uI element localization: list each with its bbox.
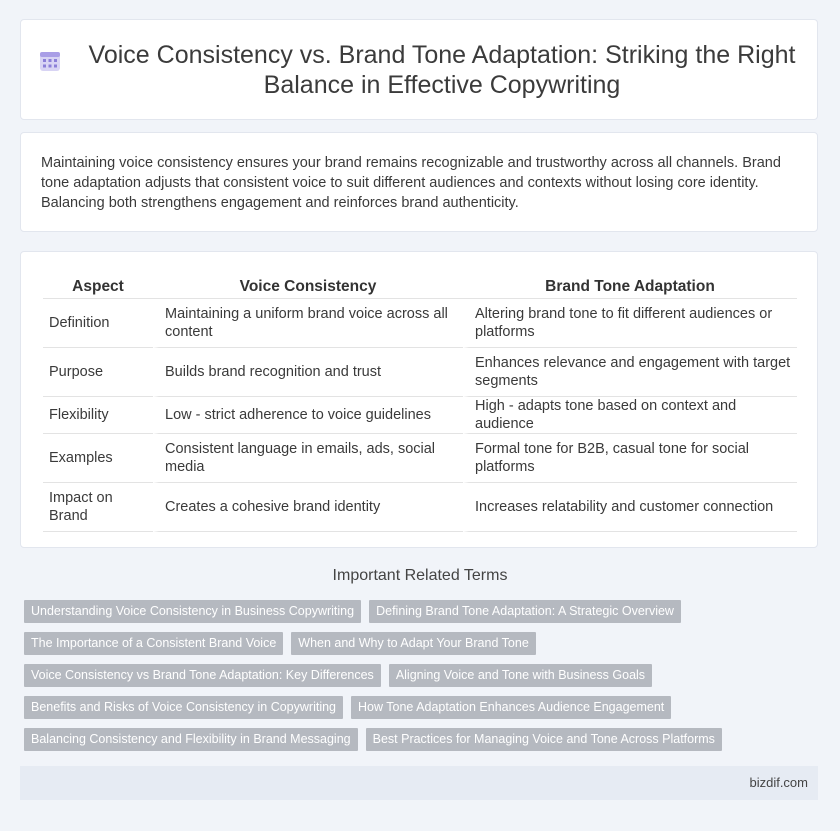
related-term-link[interactable]: Aligning Voice and Tone with Business Goals (389, 664, 652, 687)
calendar-grid-icon (39, 50, 61, 72)
cell-aspect: Examples (43, 434, 153, 483)
table-row (43, 483, 797, 532)
cell-tone: Increases relatability and customer connection (463, 483, 797, 532)
comparison-table-card (20, 251, 818, 548)
intro-card (20, 132, 818, 232)
intro-text: Maintaining voice consistency ensures your brand remains recognizable and trustworthy across all channels. Brand tone adaptation adjusts that consistent voice to suit different audiences and contexts without losing core identity. Balancing both strengthens engagement and reinforces brand authenticity. (41, 155, 781, 211)
header-brand-tone-adaptation: Brand Tone Adaptation (463, 274, 797, 299)
footer-site-link[interactable]: bizdif.com (749, 775, 808, 790)
header-inner (39, 40, 799, 100)
cell-aspect: Flexibility (43, 397, 153, 434)
cell-voice: Maintaining a uniform brand voice across all content (153, 299, 463, 348)
table-row (43, 434, 797, 483)
related-term-link[interactable]: The Importance of a Consistent Brand Voice (24, 632, 283, 655)
related-term-link[interactable]: Understanding Voice Consistency in Business Copywriting (24, 600, 361, 623)
table-row (43, 348, 797, 397)
cell-tone: Enhances relevance and engagement with target segments (463, 348, 797, 397)
cell-tone: Formal tone for B2B, casual tone for social platforms (463, 434, 797, 483)
tag-row (24, 664, 824, 687)
header-voice-consistency: Voice Consistency (153, 274, 463, 299)
table-row (43, 397, 797, 434)
table-row (43, 299, 797, 348)
footer (20, 766, 818, 800)
related-term-link[interactable]: When and Why to Adapt Your Brand Tone (291, 632, 536, 655)
header-card (20, 19, 818, 120)
table-header-row (43, 274, 797, 299)
related-term-link[interactable]: Voice Consistency vs Brand Tone Adaptation: Key Differences (24, 664, 381, 687)
related-terms-title: Important Related Terms (332, 567, 508, 584)
related-terms-list (24, 600, 824, 760)
cell-aspect: Impact on Brand (43, 483, 153, 532)
related-term-link[interactable]: How Tone Adaptation Enhances Audience Engagement (351, 696, 671, 719)
related-term-link[interactable]: Benefits and Risks of Voice Consistency in Copywriting (24, 696, 343, 719)
cell-tone: High - adapts tone based on context and audience (463, 397, 797, 434)
header-aspect: Aspect (43, 274, 153, 299)
cell-voice: Creates a cohesive brand identity (153, 483, 463, 532)
tag-row (24, 600, 824, 623)
related-term-link[interactable]: Defining Brand Tone Adaptation: A Strategic Overview (369, 600, 681, 623)
tag-row (24, 696, 824, 719)
cell-voice: Consistent language in emails, ads, social media (153, 434, 463, 483)
cell-voice: Low - strict adherence to voice guidelines (153, 397, 463, 434)
cell-voice: Builds brand recognition and trust (153, 348, 463, 397)
comparison-table (43, 274, 797, 532)
page-title: Voice Consistency vs. Brand Tone Adaptation: Striking the Right Balance in Effective Copywriting (88, 40, 796, 99)
tag-row (24, 632, 824, 655)
tag-row (24, 728, 824, 751)
cell-aspect: Purpose (43, 348, 153, 397)
related-term-link[interactable]: Best Practices for Managing Voice and Tone Across Platforms (366, 728, 722, 751)
related-term-link[interactable]: Balancing Consistency and Flexibility in Brand Messaging (24, 728, 358, 751)
cell-tone: Altering brand tone to fit different audiences or platforms (463, 299, 797, 348)
cell-aspect: Definition (43, 299, 153, 348)
